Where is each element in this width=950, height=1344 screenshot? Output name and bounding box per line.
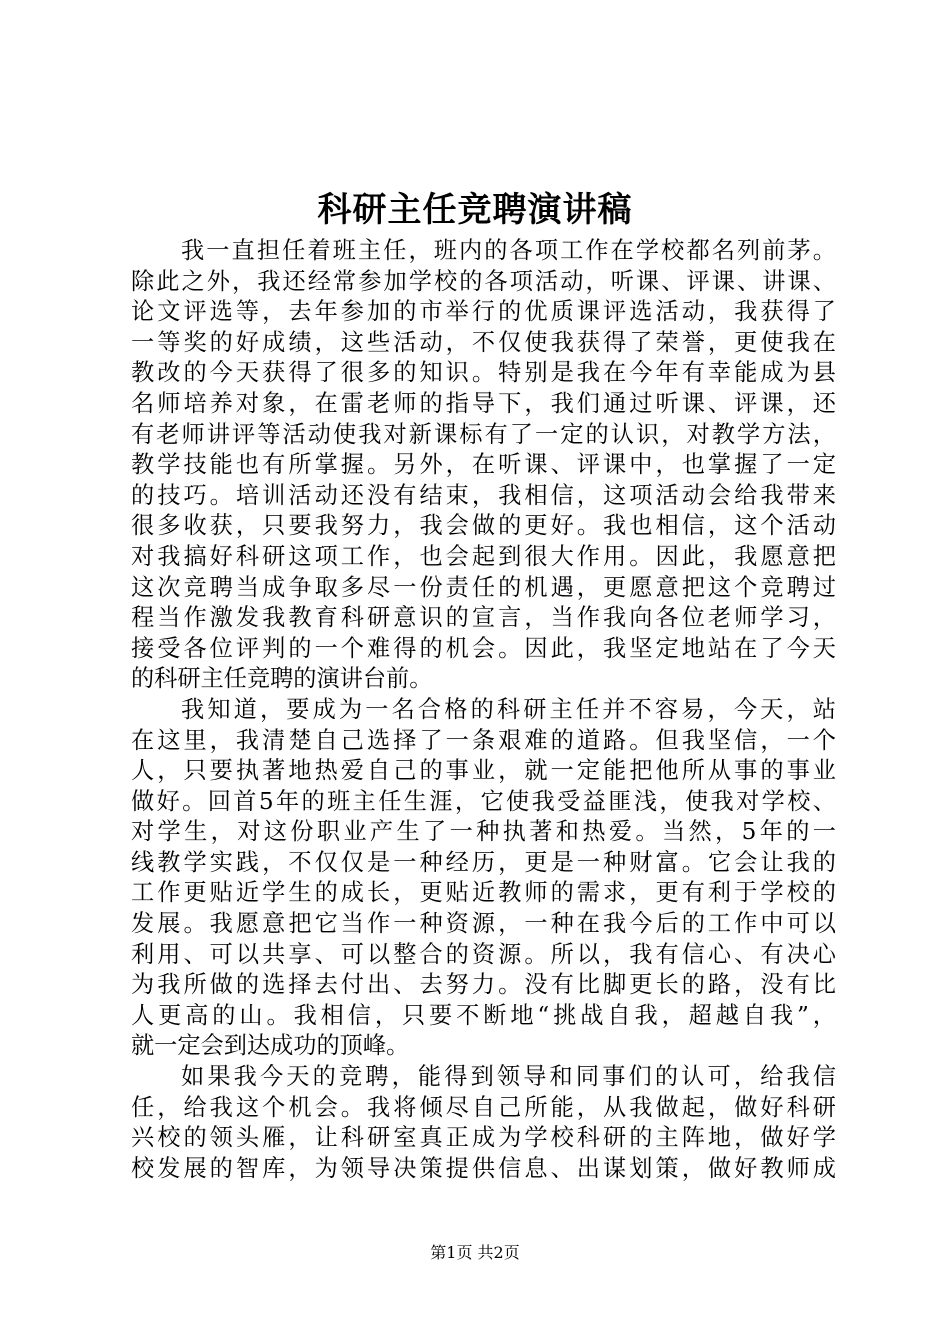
text-line: 我知道，要成为一名合格的科研主任并不容易，今天，站 [181,695,836,723]
text-line: 除此之外，我还经常参加学校的各项活动，听课、评课、讲课、 [131,267,836,295]
text-line: 校发展的智库，为领导决策提供信息、出谋划策，做好教师成 [131,1154,836,1182]
text-line: 做好。回首5年的班主任生涯，它使我受益匪浅，使我对学校、 [131,787,836,815]
text-line: 很多收获，只要我努力，我会做的更好。我也相信，这个活动 [131,512,836,540]
page-footer: 第1页 共2页 [430,1243,520,1262]
text-line: 兴校的领头雁，让科研室真正成为学校科研的主阵地，做好学 [131,1124,836,1152]
text-line: 线教学实践，不仅仅是一种经历，更是一种财富。它会让我的 [131,848,836,876]
text-line: 教改的今天获得了很多的知识。特别是我在今年有幸能成为县 [131,359,836,387]
text-line: 在这里，我清楚自己选择了一条艰难的道路。但我坚信，一个 [131,726,836,754]
text-line: 就一定会到达成功的顶峰。 [131,1032,410,1060]
text-line: 这次竞聘当成争取多尽一份责任的机遇，更愿意把这个竞聘过 [131,573,836,601]
text-line: 教学技能也有所掌握。另外，在听课、评课中，也掌握了一定 [131,451,836,479]
text-line: 接受各位评判的一个难得的机会。因此，我坚定地站在了今天 [131,634,836,662]
document-body [131,236,836,1184]
text-line: 程当作激发我教育科研意识的宣言，当作我向各位老师学习， [131,604,836,632]
text-line: 论文评选等，去年参加的市举行的优质课评选活动，我获得了 [131,298,836,326]
text-line: 对学生，对这份职业产生了一种执著和热爱。当然，5年的一 [131,818,836,846]
text-line: 为我所做的选择去付出、去努力。没有比脚更长的路，没有比 [131,971,836,999]
text-line: 如果我今天的竞聘，能得到领导和同事们的认可，给我信 [181,1063,836,1091]
text-line: 名师培养对象，在雷老师的指导下，我们通过听课、评课，还 [131,389,836,417]
text-line: 发展。我愿意把它当作一种资源，一种在我今后的工作中可以 [131,910,836,938]
text-line: 利用、可以共享、可以整合的资源。所以，我有信心、有决心 [131,940,836,968]
text-line: 一等奖的好成绩，这些活动，不仅使我获得了荣誉，更使我在 [131,328,836,356]
text-line: 工作更贴近学生的成长，更贴近教师的需求，更有利于学校的 [131,879,836,907]
text-line: 我一直担任着班主任，班内的各项工作在学校都名列前茅。 [181,237,836,264]
text-line: 有老师讲评等活动使我对新课标有了一定的认识，对教学方法， [131,420,836,448]
text-line: 对我搞好科研这项工作，也会起到很大作用。因此，我愿意把 [131,542,836,570]
text-line: 任，给我这个机会。我将倾尽自己所能，从我做起，做好科研 [131,1093,836,1121]
text-line: 人，只要执著地热爱自己的事业，就一定能把他所从事的事业 [131,757,836,785]
text-line: 的科研主任竞聘的演讲台前。 [131,665,433,693]
document-title: 科研主任竞聘演讲稿 [317,190,633,230]
text-line: 人更高的山。我相信，只要不断地“挑战自我，超越自我”， [131,1001,836,1029]
text-line: 的技巧。培训活动还没有结束，我相信，这项活动会给我带来 [131,481,836,509]
